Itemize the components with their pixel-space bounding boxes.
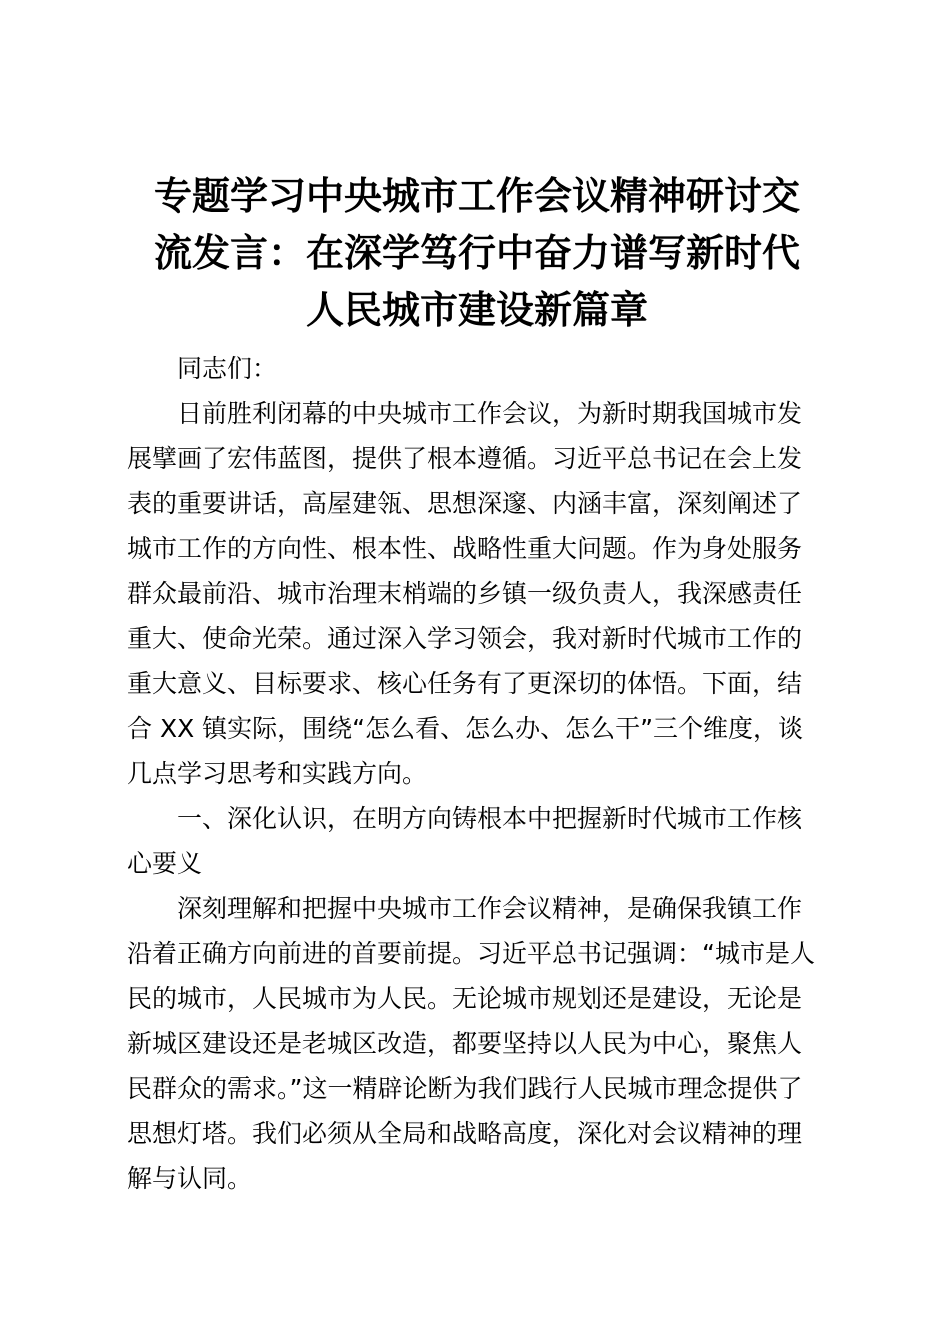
title-line: 流发言：在深学笃行中奋力谱写新时代 <box>153 231 800 275</box>
section-heading-line: 心要义 <box>127 849 203 878</box>
paragraph-line: 沿着正确方向前进的首要前提。习近平总书记强调：“城市是人 <box>127 939 815 968</box>
section-heading-1 <box>127 796 827 886</box>
paragraph-line: 群众最前沿、城市治理末梢端的乡镇一级负责人，我深感责任 <box>127 579 803 608</box>
paragraph-line: 重大意义、目标要求、核心任务有了更深切的体悟。下面，结 <box>127 669 803 698</box>
paragraph-line: 思想灯塔。我们必须从全局和战略高度，深化对会议精神的理 <box>127 1119 803 1148</box>
paragraph-line: 日前胜利闭幕的中央城市工作会议，为新时期我国城市发 <box>177 399 803 428</box>
section-heading-line: 一、深化认识，在明方向铸根本中把握新时代城市工作核 <box>177 804 803 833</box>
paragraph-line: 几点学习思考和实践方向。 <box>127 759 428 788</box>
paragraph-line: 合 XX 镇实际，围绕“怎么看、怎么办、怎么干”三个维度，谈 <box>127 714 804 743</box>
document-body <box>127 346 827 1201</box>
paragraph-line: 表的重要讲话，高屋建瓴、思想深邃、内涵丰富，深刻阐述了 <box>127 489 803 518</box>
paragraph-line: 城市工作的方向性、根本性、战略性重大问题。作为身处服务 <box>127 534 803 563</box>
title-line: 人民城市建设新篇章 <box>305 288 648 332</box>
title-line: 专题学习中央城市工作会议精神研讨交 <box>153 174 800 218</box>
salutation: 同志们： <box>177 354 278 383</box>
document-page <box>127 168 827 1201</box>
paragraph-section-1 <box>127 886 827 1201</box>
paragraph-line: 民群众的需求。”这一精辟论断为我们践行人民城市理念提供了 <box>127 1074 803 1103</box>
document-title <box>127 168 827 339</box>
paragraph-line: 重大、使命光荣。通过深入学习领会，我对新时代城市工作的 <box>127 624 803 653</box>
paragraph-line: 展擘画了宏伟蓝图，提供了根本遵循。习近平总书记在会上发 <box>127 444 803 473</box>
paragraph-line: 深刻理解和把握中央城市工作会议精神，是确保我镇工作 <box>177 894 803 923</box>
paragraph-intro <box>127 391 827 796</box>
paragraph-line: 新城区建设还是老城区改造，都要坚持以人民为中心，聚焦人 <box>127 1029 803 1058</box>
paragraph-line: 民的城市，人民城市为人民。无论城市规划还是建设，无论是 <box>127 984 803 1013</box>
paragraph-line: 解与认同。 <box>127 1164 253 1193</box>
